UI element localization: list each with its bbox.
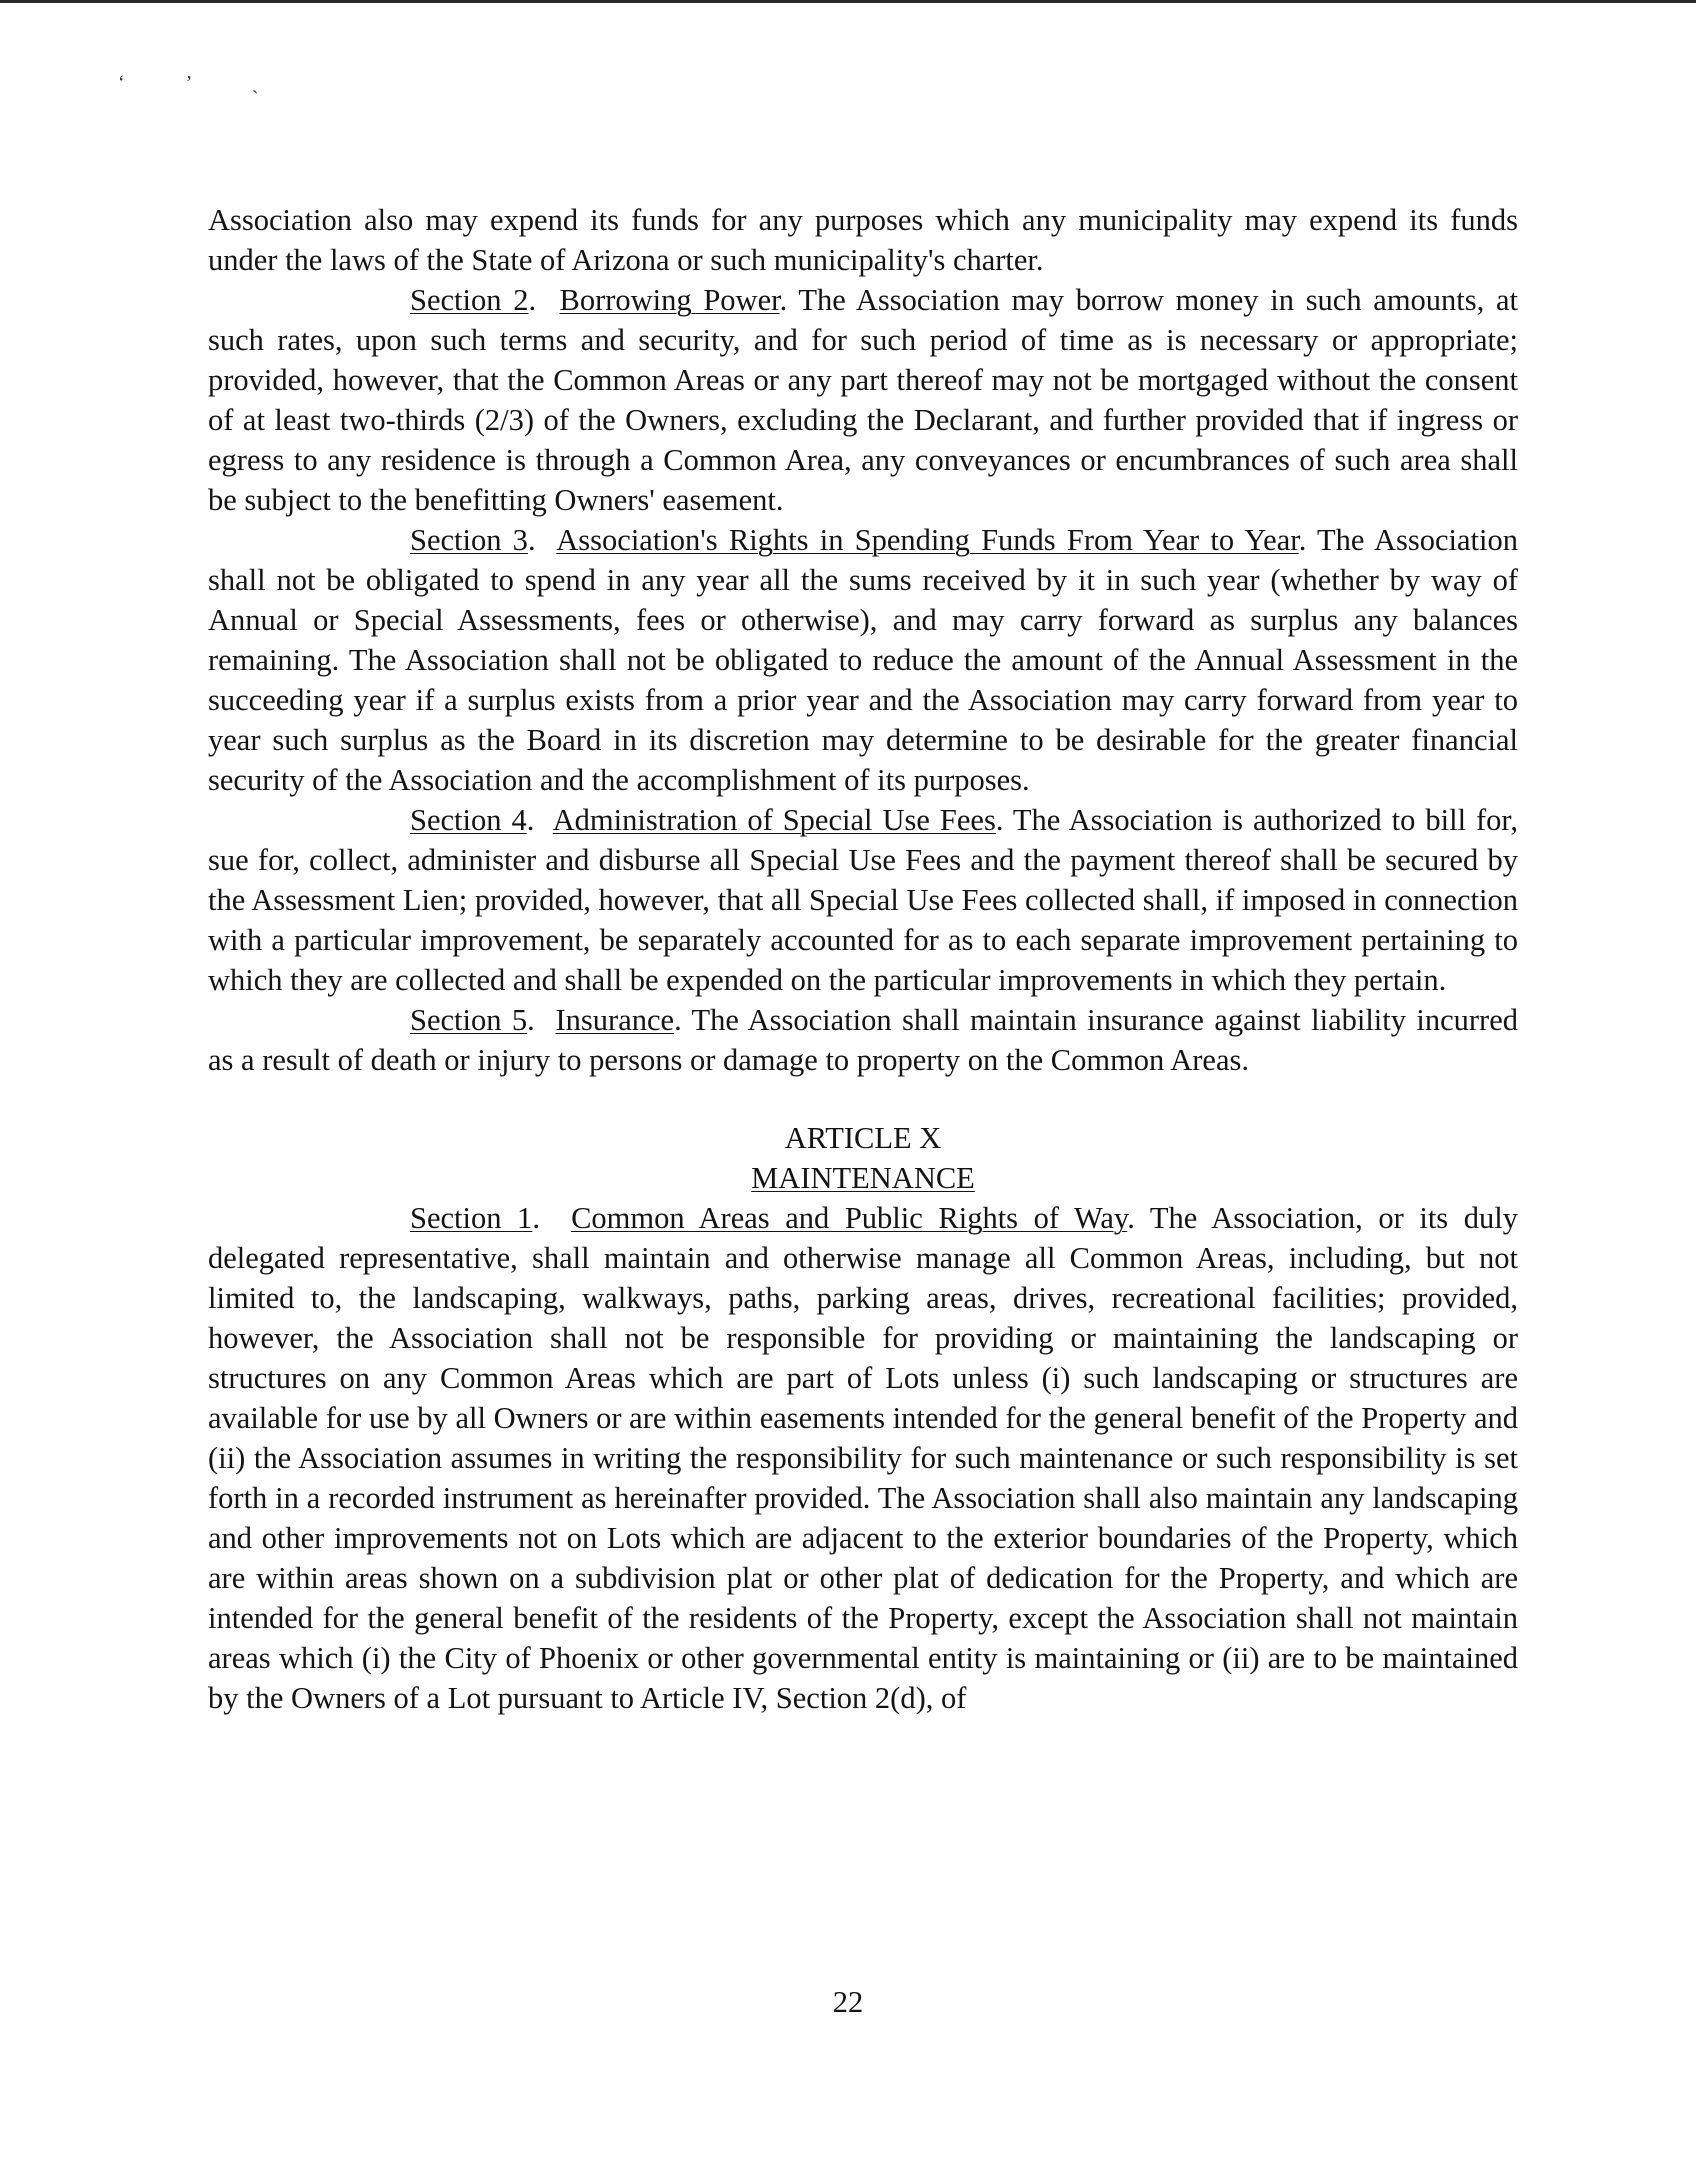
scan-top-edge xyxy=(0,0,1696,3)
section-4-paragraph: Section 4. Administration of Special Use Fees. The Association is authorized to bill for, sue for, collect, administer and disburse all Special Use Fees and the payment thereof shall be secured by the Assessment Lien; provided, however, that all Special Use Fees collected shall, if imposed in connection with a particular improvement, be separately accounted for as to each separate improvement pertaining to which they are collected and shall be expended on the particular improvements in which they pertain. xyxy=(208,803,1518,997)
article-heading xyxy=(208,1118,1518,1198)
section-number: Section 1 xyxy=(410,1201,533,1235)
scan-marks: ‘ ’ ˎ xyxy=(118,72,287,94)
section-body: The Association shall maintain insurance against liability incurred as a result of death or injury to persons or damage to property on the Common Areas. xyxy=(208,1003,1518,1077)
section-2-paragraph: Section 2. Borrowing Power. The Association may borrow money in such amounts, at such rates, upon such terms and security, and for such period of time as is necessary or appropriate; provided, however, that the Common Areas or any part thereof may not be mortgaged without the consent of at least two-thirds (2/3) of the Owners, excluding the Declarant, and further provided that if ingress or egress to any residence is through a Common Area, any conveyances or encumbrances of such area shall be subject to the benefitting Owners' easement. xyxy=(208,283,1518,517)
section-body: The Association is authorized to bill for, sue for, collect, administer and disburse all Special Use Fees and the payment thereof shall be secured by the Assessment Lien; provided, however, that all Special Use Fees collected shall, if imposed in connection with a particular improvement, be separately accounted for as to each separate improvement pertaining to which they are collected and shall be expended on the particular improvements in which they pertain. xyxy=(208,803,1518,997)
document-page xyxy=(208,200,1518,1718)
section-title: Administration of Special Use Fees xyxy=(552,803,996,837)
intro-paragraph: Association also may expend its funds for any purposes which any municipality may expend its funds under the laws of the State of Arizona or such municipality's charter. xyxy=(208,203,1518,277)
section-title: Borrowing Power xyxy=(559,283,780,317)
section-title: Common Areas and Public Rights of Way xyxy=(571,1201,1128,1235)
section-body: The Association, or its duly delegated representative, shall maintain and otherwise manage all Common Areas, including, but not limited to, the landscaping, walkways, paths, parking areas, drives, recreational facilities; provided, however, the Association shall not be responsible for providing or maintaining the landscaping or structures on any Common Areas which are part of Lots unless (i) such landscaping or structures are available for use by all Owners or are within easements intended for the general benefit of the Property and (ii) the Association assumes in writing the responsibility for such maintenance or such responsibility is set forth in a recorded instrument as hereinafter provided. The Association shall also maintain any landscaping and other improvements not on Lots which are adjacent to the exterior boundaries of the Property, which are within areas shown on a subdivision plat or other plat of dedication for the Property, and which are intended for the general benefit of the residents of the Property, except the Association shall not maintain areas which (i) the City of Phoenix or other governmental entity is maintaining or (ii) are to be maintained by the Owners of a Lot pursuant to Article IV, Section 2(d), of xyxy=(208,1201,1518,1715)
section-body: The Association may borrow money in such amounts, at such rates, upon such terms and security, and for such period of time as is necessary or appropriate; provided, however, that the Common Areas or any part thereof may not be mortgaged without the consent of at least two-thirds (2/3) of the Owners, excluding the Declarant, and further provided that if ingress or egress to any residence is through a Common Area, any conveyances or encumbrances of such area shall be subject to the benefitting Owners' easement. xyxy=(208,283,1518,517)
section-number: Section 4 xyxy=(410,803,527,837)
article-title: MAINTENANCE xyxy=(751,1161,975,1195)
section-5-paragraph: Section 5. Insurance. The Association shall maintain insurance against liability incurred as a result of death or injury to persons or damage to property on the Common Areas. xyxy=(208,1003,1518,1077)
article-section-1-paragraph: Section 1. Common Areas and Public Rights of Way. The Association, or its duly delegated representative, shall maintain and otherwise manage all Common Areas, including, but not limited to, the landscaping, walkways, paths, parking areas, drives, recreational facilities; provided, however, the Association shall not be responsible for providing or maintaining the landscaping or structures on any Common Areas which are part of Lots unless (i) such landscaping or structures are available for use by all Owners or are within easements intended for the general benefit of the Property and (ii) the Association assumes in writing the responsibility for such maintenance or such responsibility is set forth in a recorded instrument as hereinafter provided. The Association shall also maintain any landscaping and other improvements not on Lots which are adjacent to the exterior boundaries of the Property, which are within areas shown on a subdivision plat or other plat of dedication for the Property, and which are intended for the general benefit of the residents of the Property, except the Association shall not maintain areas which (i) the City of Phoenix or other governmental entity is maintaining or (ii) are to be maintained by the Owners of a Lot pursuant to Article IV, Section 2(d), of xyxy=(208,1201,1518,1715)
section-3-paragraph: Section 3. Association's Rights in Spending Funds From Year to Year. The Association shall not be obligated to spend in any year all the sums received by it in such year (whether by way of Annual or Special Assessments, fees or otherwise), and may carry forward as surplus any balances remaining. The Association shall not be obligated to reduce the amount of the Annual Assessment in the succeeding year if a surplus exists from a prior year and the Association may carry forward from year to year such surplus as the Board in its discretion may determine to be desirable for the greater financial security of the Association and the accomplishment of its purposes. xyxy=(208,523,1518,797)
section-body: The Association shall not be obligated to spend in any year all the sums received by it in such year (whether by way of Annual or Special Assessments, fees or otherwise), and may carry forward as surplus any balances remaining. The Association shall not be obligated to reduce the amount of the Annual Assessment in the succeeding year if a surplus exists from a prior year and the Association may carry forward from year to year such surplus as the Board in its discretion may determine to be desirable for the greater financial security of the Association and the accomplishment of its purposes. xyxy=(208,523,1518,797)
section-title: Insurance xyxy=(555,1003,675,1037)
section-number: Section 5 xyxy=(410,1003,528,1037)
section-number: Section 2 xyxy=(410,283,529,317)
page-number: 22 xyxy=(832,1985,864,2019)
section-number: Section 3 xyxy=(410,523,528,557)
section-title: Association's Rights in Spending Funds From Year to Year xyxy=(556,523,1299,557)
article-label: ARTICLE X xyxy=(784,1121,942,1155)
